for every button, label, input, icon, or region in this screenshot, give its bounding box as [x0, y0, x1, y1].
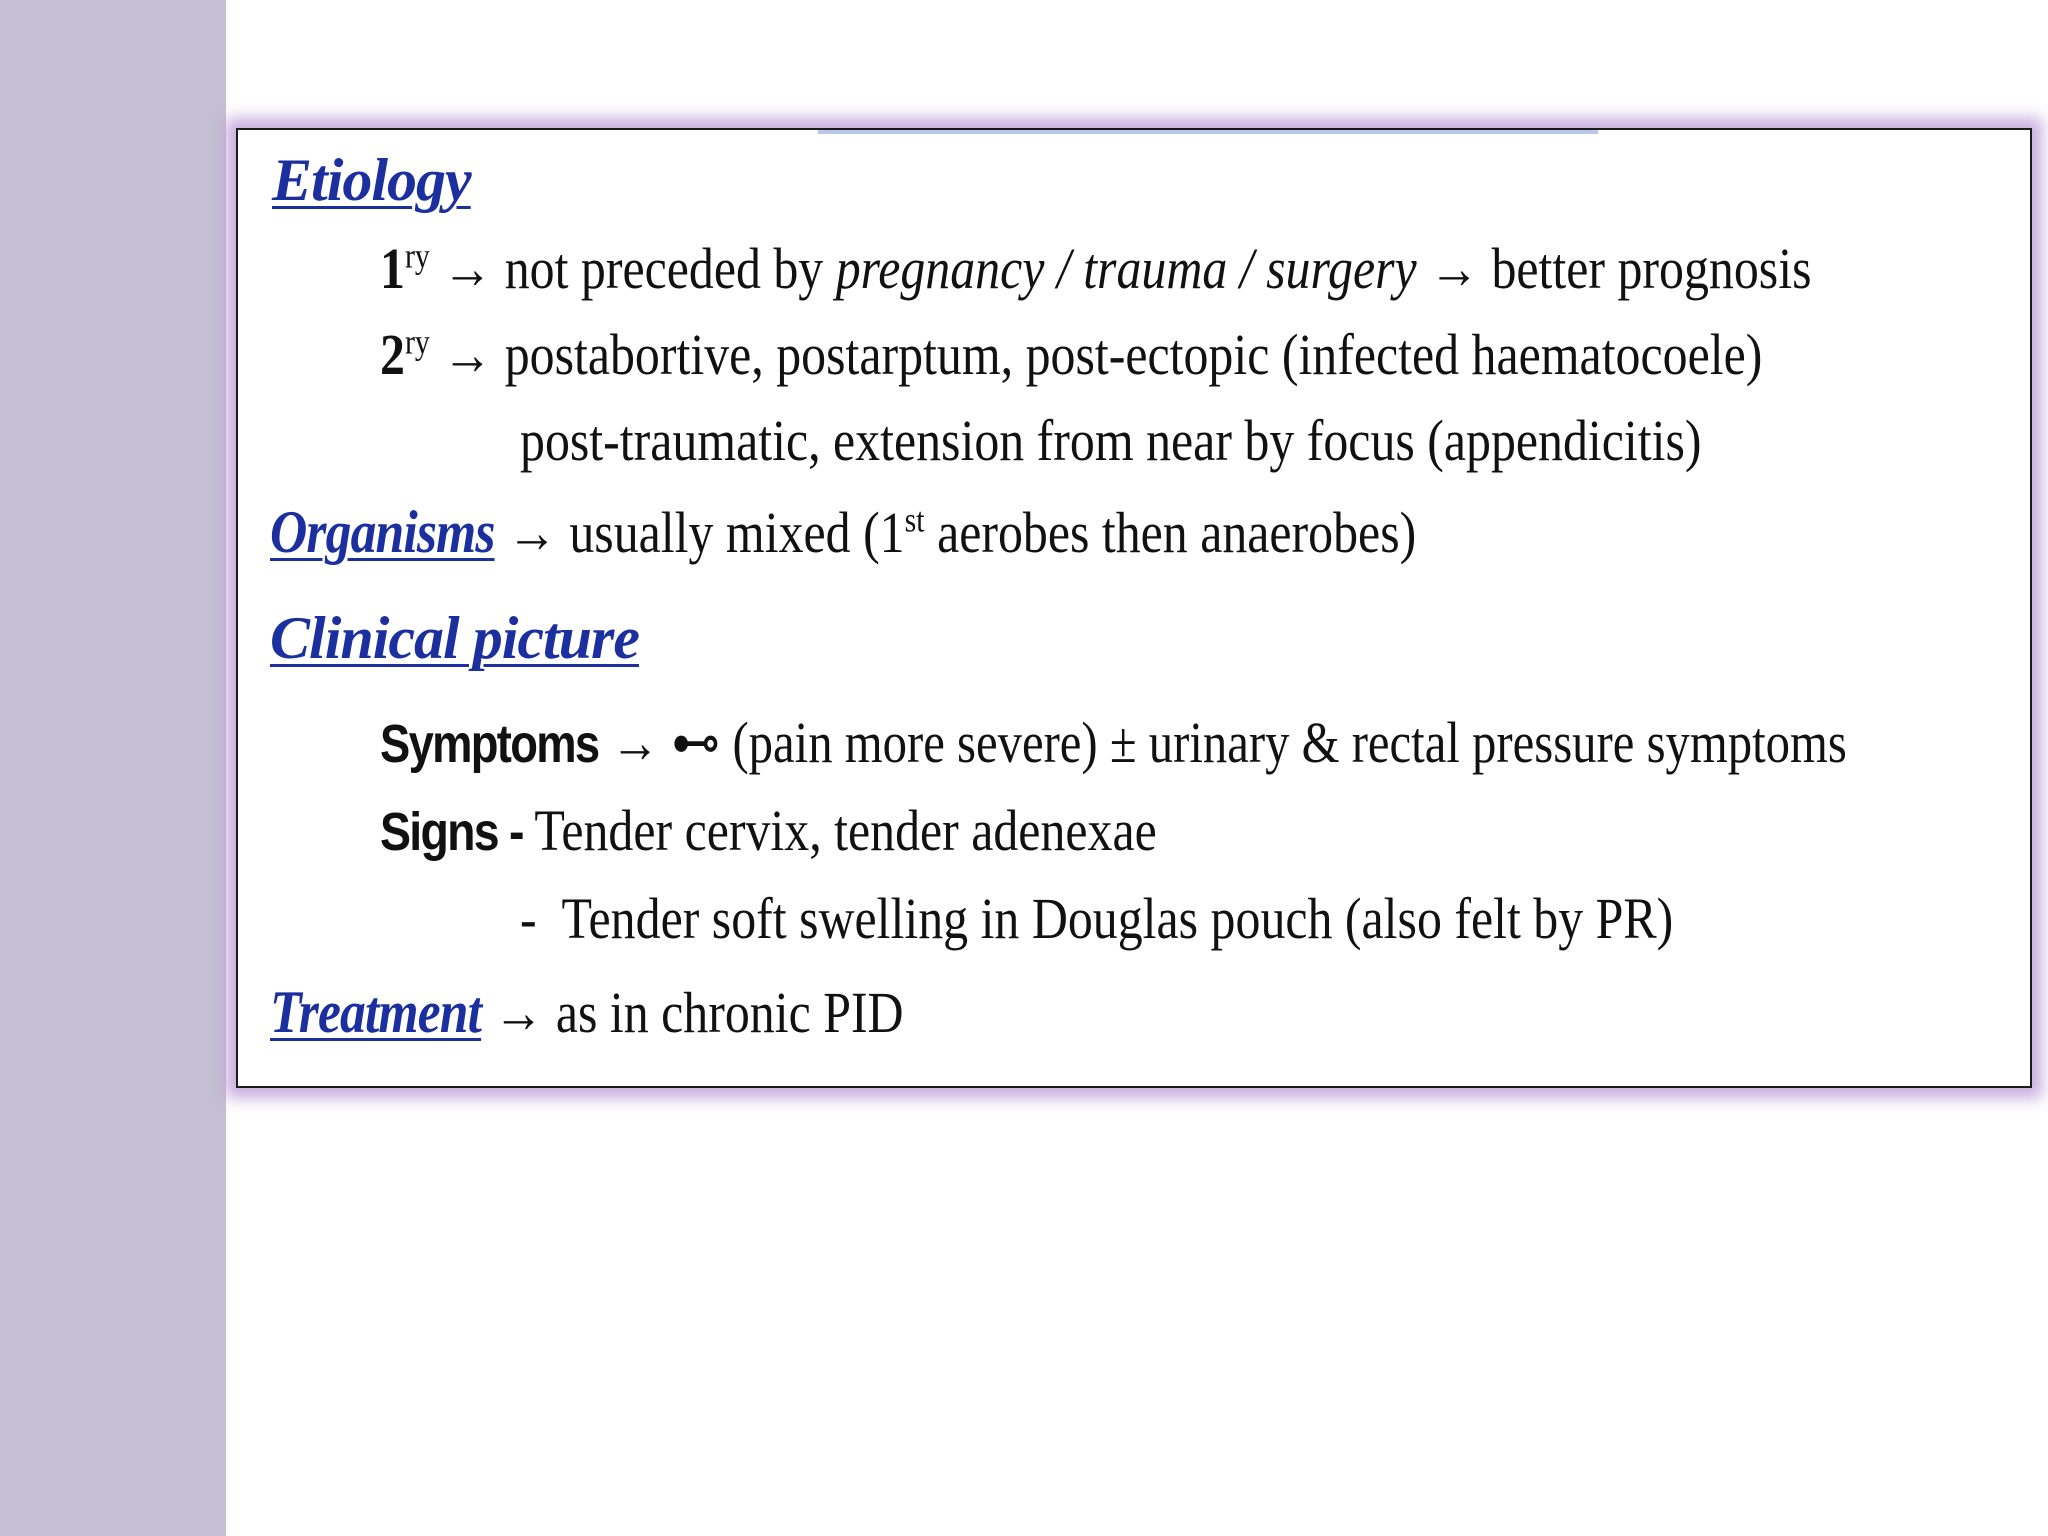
- organisms-superscript: st: [904, 500, 925, 540]
- symptoms-label: Symptoms: [380, 714, 599, 774]
- left-sidebar-panel: [0, 0, 226, 1536]
- treatment-text: as in chronic PID: [543, 980, 904, 1045]
- signs-text: Tender cervix, tender adenexae: [534, 798, 1157, 863]
- primary-superscript: ry: [404, 236, 430, 276]
- signs-line-2: [520, 886, 1674, 951]
- symptoms-text: (pain more severe) ± urinary & rectal pressure symptoms: [720, 710, 1847, 775]
- etiology-secondary-line: [380, 322, 1763, 387]
- primary-number: 1: [380, 236, 405, 301]
- arrow-icon: →: [1429, 236, 1479, 301]
- secondary-number: 2: [380, 322, 405, 387]
- treatment-heading: Treatment: [270, 979, 482, 1045]
- etiology-primary-line: [380, 236, 1812, 301]
- signs-text-2: Tender soft swelling in Douglas pouch (also felt by PR): [561, 886, 1674, 951]
- top-accent-line: [818, 130, 1598, 134]
- primary-italic-text: pregnancy / trauma / surgery: [835, 236, 1417, 301]
- organisms-heading: Organisms: [270, 499, 495, 565]
- primary-text-a: not preceded by: [492, 236, 836, 301]
- symptoms-line: [380, 710, 1847, 775]
- treatment-line: [270, 979, 904, 1045]
- etiology-secondary-continuation: post-traumatic, extension from near by focus (appendicitis): [520, 408, 1702, 473]
- pain-symbol-icon: ⊷: [671, 710, 721, 775]
- arrow-icon: →: [493, 980, 544, 1045]
- organisms-text-b: aerobes then anaerobes): [924, 500, 1417, 565]
- signs-dash: -: [520, 886, 537, 951]
- etiology-heading: Etiology: [272, 147, 471, 213]
- arrow-icon: →: [610, 710, 660, 775]
- secondary-text: postabortive, postarptum, post-ectopic (infected haematocoele): [492, 322, 1763, 387]
- arrow-icon: →: [442, 236, 493, 301]
- organisms-text-a: usually mixed (1: [556, 500, 905, 565]
- secondary-superscript: ry: [404, 322, 430, 362]
- arrow-icon: →: [507, 500, 557, 565]
- arrow-icon: →: [442, 322, 493, 387]
- content-box: [236, 128, 2032, 1088]
- clinical-heading: Clinical picture: [270, 605, 640, 671]
- primary-text-b: better prognosis: [1478, 236, 1812, 301]
- signs-line: [380, 798, 1157, 863]
- signs-label: Signs -: [380, 802, 523, 862]
- organisms-line: [270, 499, 1417, 565]
